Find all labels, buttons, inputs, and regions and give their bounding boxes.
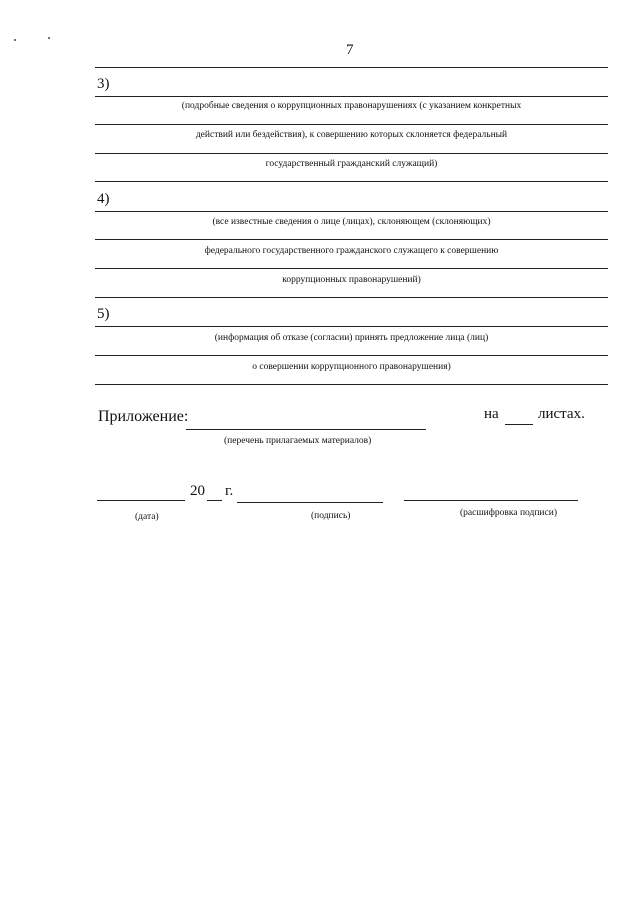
- section-5-answer-line-2: [95, 355, 608, 356]
- signature-decode-line: [404, 500, 578, 501]
- section-3-number: 3): [97, 76, 110, 92]
- section-5-bottom-rule: [95, 384, 608, 385]
- scan-speck: [48, 37, 50, 39]
- section-3-caption-2: действий или бездействия), к совершению которых склоняется федеральный: [195, 130, 508, 140]
- date-caption: (дата): [135, 512, 159, 522]
- section-3-answer-line-1: [95, 96, 608, 97]
- appendix-on: на: [484, 406, 499, 422]
- section-3-caption-1: (подробные сведения о коррупционных правонарушениях (с указанием конкретных: [181, 101, 522, 111]
- section-3-answer-line-2: [95, 124, 608, 125]
- appendix-sheets-count-line: [505, 424, 533, 425]
- page-number: 7: [346, 42, 354, 58]
- section-4-number: 4): [97, 191, 110, 207]
- appendix-label: Приложение:: [98, 408, 189, 425]
- section-4-caption-1: (все известные сведения о лице (лицах), склоняющем (склоняющих): [212, 217, 491, 227]
- scan-speck: [14, 39, 16, 41]
- section-4-bottom-rule: [95, 297, 608, 298]
- signature-caption: (подпись): [311, 511, 351, 521]
- appendix-materials-line: [186, 429, 426, 430]
- signature-line: [237, 502, 383, 503]
- appendix-sheets: листах.: [538, 406, 585, 422]
- year-suffix: г.: [225, 483, 234, 499]
- signature-decode-caption: (расшифровка подписи): [460, 508, 557, 518]
- year-suffix-line: [207, 500, 222, 501]
- year-prefix: 20: [190, 483, 205, 499]
- section-3-caption-3: государственный гражданский служащий): [265, 159, 438, 169]
- section-5-caption-2: о совершении коррупционного правонарушения): [252, 362, 451, 372]
- section-5-answer-line-1: [95, 326, 608, 327]
- section-4-caption-3: коррупционных правонарушений): [282, 275, 421, 285]
- section-3-bottom-rule: [95, 181, 608, 182]
- appendix-caption: (перечень прилагаемых материалов): [224, 436, 372, 446]
- section-4-caption-2: федерального государственного гражданского служащего к совершению: [204, 246, 499, 256]
- section-3-answer-line-3: [95, 153, 608, 154]
- section-5-caption-1: (информация об отказе (согласии) принять предложение лица (лиц): [214, 333, 489, 343]
- section-5-number: 5): [97, 306, 110, 322]
- section-4-answer-line-3: [95, 268, 608, 269]
- section-3-top-rule: [95, 67, 608, 68]
- section-4-answer-line-1: [95, 211, 608, 212]
- section-4-answer-line-2: [95, 239, 608, 240]
- date-line: [97, 500, 185, 501]
